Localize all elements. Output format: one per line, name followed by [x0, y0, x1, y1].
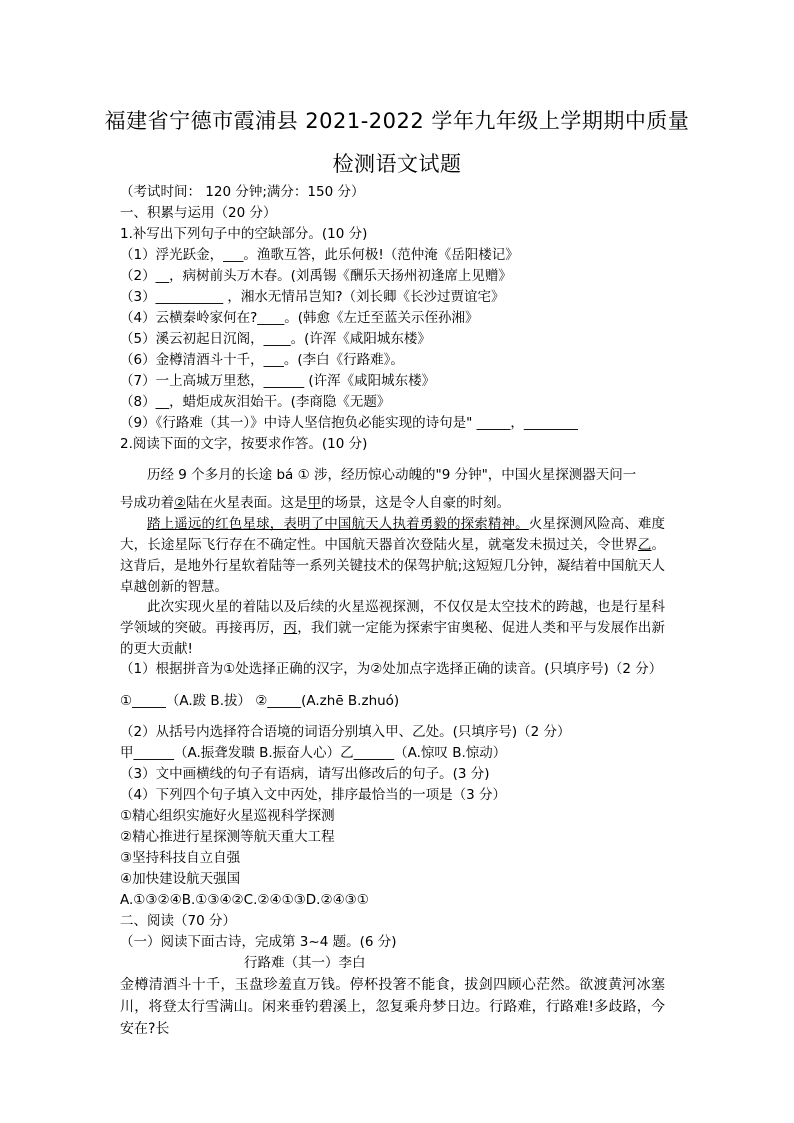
q2-para3 — [120, 597, 665, 660]
q2-sub3: （3）文中画横线的句子有语病，请写出修改后的句子。(3 分) — [120, 766, 490, 782]
q2-blank-jia: 甲 — [307, 495, 322, 511]
q2-para1-text-c: 的场景，这是令人自豪的时刻。 — [321, 495, 511, 511]
q2-blank-yi: 乙 — [637, 537, 652, 553]
q2-sub2-options: 甲______（A.振聋发聩 B.振奋人心）乙______（A.惊叹 B.惊动） — [120, 745, 507, 761]
q2-para1-text-a: 号成功着 — [120, 495, 174, 511]
q2-sub4-choices: A.①③②④B.①③④②C.②④①③D.②④③① — [120, 892, 369, 908]
q1-item-9: （9）《行路难（其一）》中诗人坚信抱负必能实现的诗句是" _____，________ — [120, 415, 578, 431]
q1-item-3: （3）__________ ，湘水无情吊岂知?（刘长卿《长沙过贾谊宅》 — [120, 289, 505, 305]
q1-heading: 1.补写出下列句子中的空缺部分。(10 分) — [120, 226, 368, 242]
section2-heading: 二、阅读（70 分） — [120, 913, 236, 929]
q2-sub4: （4）下列四个句子填入文中丙处，排序最恰当的一项是（3 分） — [120, 787, 506, 803]
q2-para3-text-c: ，我们就一定能为探索宇宙奥秘、促进人类和平与发展作出新的更大贡献! — [120, 620, 666, 657]
q1-item-6: （6）金樽清酒斗十千，___。(李白《行路难》。 — [120, 352, 404, 368]
q2-sub4-item-2: ②精心推进行星探测等航天重大工程 — [120, 829, 335, 845]
poem-title: 行路难（其一）李白 — [244, 955, 366, 971]
q2-para2 — [120, 514, 665, 598]
q2-sub4-item-3: ③坚持科技自立自强 — [120, 850, 241, 866]
q2-sub2: （2）从括号内选择符合语境的词语分别填入甲、乙处。(只填序号)（2 分） — [120, 724, 571, 740]
poem-text: 金樽清酒斗十千，玉盘珍羞直万钱。停杯投箸不能食，拔剑四顾心茫然。欲渡黄河冰塞川，将登太行雪满山。闲来垂钓碧溪上，忽复乘舟梦日边。行路难，行路难!多歧路，今安在?长 — [120, 977, 665, 1037]
q1-item-8: （8）__，蜡炬成灰泪始干。(李商隐《无题》 — [120, 394, 391, 410]
q1-item-1: （1）浮光跃金，___。渔歌互答，此乐何极!（范仲淹《岳阳楼记》 — [120, 247, 519, 263]
exam-info: （考试时间： 120 分钟;满分：150 分） — [120, 184, 365, 200]
q2-sub1: （1）根据拼音为①处选择正确的汉字，为②处加点字选择正确的读音。(只填序号)（2 分） — [120, 661, 663, 677]
q1-item-4: （4）云横秦岭家何在?____。(韩愈《左迁至蓝关示侄孙湘》 — [120, 310, 479, 326]
q2-para1-line1: 历经 9 个多月的长途 bá ① 涉，经历惊心动魄的"9 分钟"，中国火星探测器天问一 — [147, 467, 637, 483]
exam-title-line2: 检测语文试题 — [332, 152, 462, 176]
q2-sub1-options: ①_____（A.跋 B.拔） ②_____(A.zhē B.zhuó) — [120, 693, 400, 709]
q2-para2-underlined-sentence: 踏上遥远的红色星球，表明了中国航天人执着勇毅的探索精神。 — [147, 516, 529, 532]
q2-sub4-item-1: ①精心组织实施好火星巡视科学探测 — [120, 808, 335, 824]
q1-item-5: （5）溪云初起日沉阁，____。(许浑《咸阳城东楼》 — [120, 331, 431, 347]
q2-mark-2: ② — [174, 495, 187, 511]
q2-sub4-item-4: ④加快建设航天强国 — [120, 871, 241, 887]
section2-part1-heading: （一）阅读下面古诗，完成第 3~4 题。(6 分) — [120, 934, 397, 950]
q2-para1-line2 — [120, 494, 510, 512]
q2-para2-text-b: 火星探测风险高、难度大，长途星际飞行存在不确定性。中国航天器首次登陆火星，就毫发未损过关，令世界 — [120, 516, 666, 553]
q2-heading: 2.阅读下面的文字，按要求作答。(10 分) — [120, 436, 368, 452]
q1-item-2: （2）__，病树前头万木春。(刘禹锡《酬乐天扬州初逢席上见赠》 — [120, 268, 512, 284]
q2-para3-text-a: 此次实现火星的着陆以及后续的火星巡视探测，不仅仅是太空技术的跨越，也是行星科学领域的突破。再接再厉， — [120, 599, 665, 636]
q1-item-7: （7）一上高城万里愁，______ (许浑《咸阳城东楼》 — [120, 373, 436, 389]
q2-para2-text-c: 。这背后，是地外行星软着陆等一系列关键技术的保驾护航;这短短几分钟，凝结着中国航天人卓越创新的智慧。 — [120, 537, 666, 595]
q2-para1-text-b: 陆在火星表面。这是 — [186, 495, 308, 511]
q2-blank-bing: 丙 — [283, 620, 298, 636]
section1-heading: 一、积累与运用（20 分） — [120, 205, 277, 221]
exam-title-line1: 福建省宁德市霞浦县 2021-2022 学年九年级上学期期中质量 — [104, 109, 690, 133]
